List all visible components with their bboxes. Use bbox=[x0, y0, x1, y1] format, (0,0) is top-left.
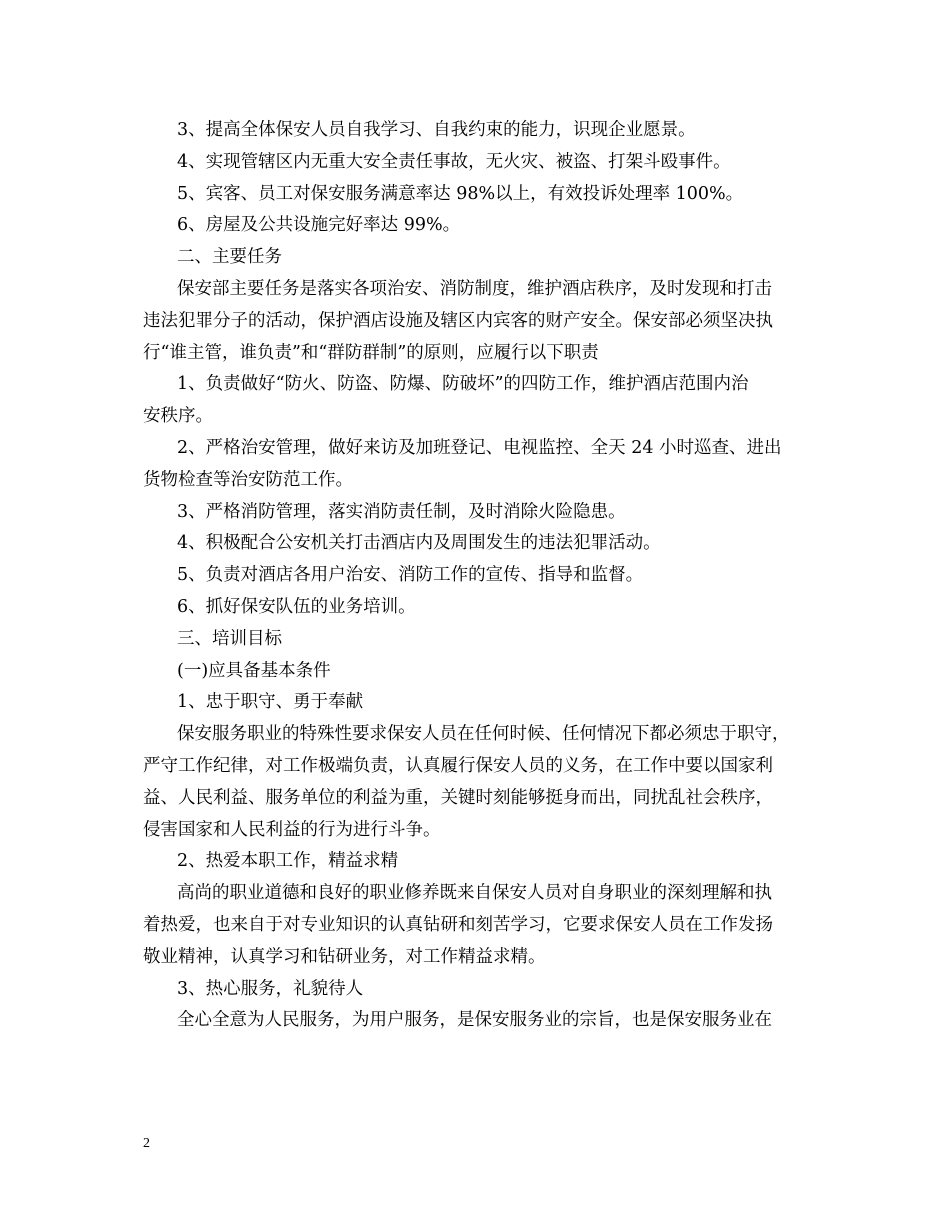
text-line: 着热爱，也来自于对专业知识的认真钻研和刻苦学习，它要求保安人员在工作发扬 bbox=[143, 914, 773, 935]
text-line: 保安服务职业的特殊性要求保安人员在任何时候、任何情况下都必须忠于职守， bbox=[177, 724, 790, 745]
text-line: 二、主要任务 bbox=[177, 247, 282, 268]
text-line: 5、宾客、员工对保安服务满意率达 98%以上，有效投诉处理率 100%。 bbox=[177, 183, 744, 204]
text-line: 安秩序。 bbox=[143, 406, 213, 427]
document-body bbox=[143, 115, 833, 1037]
text-line: 1、负责做好“防火、防盗、防爆、防破坏”的四防工作，维护酒店范围内治 bbox=[177, 374, 749, 395]
text-line: 高尚的职业道德和良好的职业修养既来自保安人员对自身职业的深刻理解和执 bbox=[177, 883, 772, 904]
text-line: 4、实现管辖区内无重大安全责任事故，无火灾、被盗、打架斗殴事件。 bbox=[177, 151, 731, 172]
text-line: 3、热心服务，礼貌待人 bbox=[177, 978, 364, 999]
text-line: 三、培训目标 bbox=[177, 628, 282, 649]
text-line: 2、热爱本职工作，精益求精 bbox=[177, 851, 399, 872]
text-line: (一)应具备基本条件 bbox=[177, 660, 331, 681]
text-line: 全心全意为人民服务，为用户服务，是保安服务业的宗旨，也是保安服务业在 bbox=[177, 1010, 772, 1031]
text-line: 1、忠于职守、勇于奉献 bbox=[177, 692, 364, 713]
text-line: 6、抓好保安队伍的业务培训。 bbox=[177, 596, 416, 617]
text-line: 益、人民利益、服务单位的利益为重，关键时刻能够挺身而出，同扰乱社会秩序， bbox=[143, 787, 773, 808]
text-line: 6、房屋及公共设施完好率达 99%。 bbox=[177, 215, 461, 236]
text-line: 2、严格治安管理，做好来访及加班登记、电视监控、全天 24 小时巡查、进出 bbox=[177, 437, 782, 458]
text-line: 侵害国家和人民利益的行为进行斗争。 bbox=[143, 819, 441, 840]
text-line: 敬业精神，认真学习和钻研业务，对工作精益求精。 bbox=[143, 946, 546, 967]
text-line: 违法犯罪分子的活动，保护酒店设施及辖区内宾客的财产安全。保安部必须坚决执 bbox=[143, 310, 773, 331]
page-number: 2 bbox=[143, 1136, 150, 1151]
text-line: 4、积极配合公安机关打击酒店内及周围发生的违法犯罪活动。 bbox=[177, 533, 661, 554]
text-line: 保安部主要任务是落实各项治安、消防制度，维护酒店秩序，及时发现和打击 bbox=[177, 278, 772, 299]
text-line: 货物检查等治安防范工作。 bbox=[143, 469, 353, 490]
text-line: 3、严格消防管理，落实消防责任制，及时消除火险隐患。 bbox=[177, 501, 626, 522]
text-line: 行“谁主管，谁负责”和“群防群制”的原则，应履行以下职责 bbox=[143, 342, 599, 363]
text-line: 严守工作纪律，对工作极端负责，认真履行保安人员的义务，在工作中要以国家利 bbox=[143, 755, 773, 776]
text-line: 3、提高全体保安人员自我学习、自我约束的能力，识现企业愿景。 bbox=[177, 120, 696, 140]
text-line: 5、负责对酒店各用户治安、消防工作的宣传、指导和监督。 bbox=[177, 565, 644, 586]
